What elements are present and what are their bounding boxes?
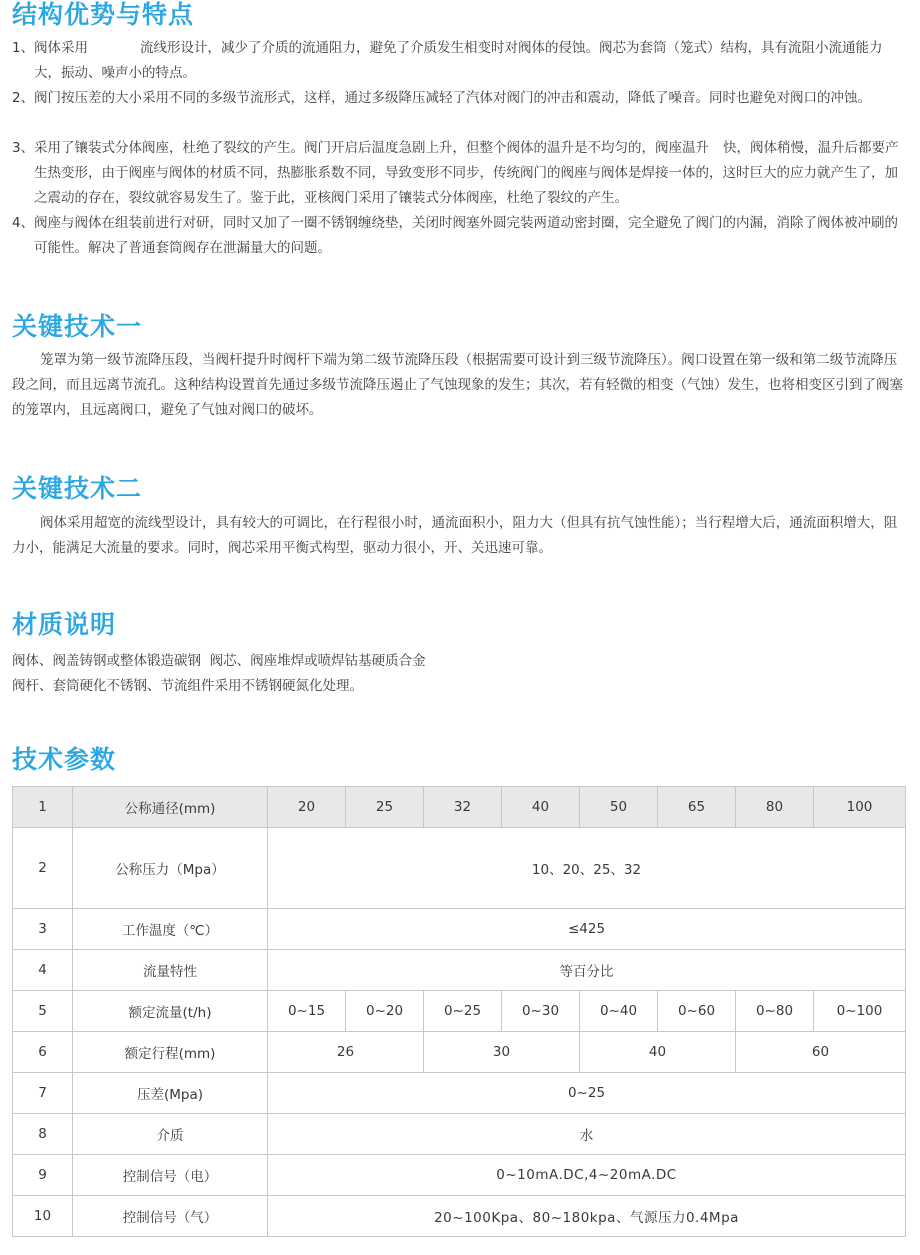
row-value: 等百分比 [268,950,906,991]
row-value: 水 [268,1114,906,1155]
section-title-key-tech-2: 关键技术二 [12,474,143,503]
flow-cell: 0~40 [580,991,658,1032]
table-header-row [13,787,906,828]
item-text-part-b: 快，阀体稍慢，温升后都要产生热变形，由于阀座与阀体的材质不同，热膨胀系数不同，导致变形不同步，传统阀门的阀座与阀体是焊接一体的，这时巨大的应力就产生了，加之震动的存在，裂纹就容易发生了。鉴于此，亚核阀门采用了镶装式分体阀座，杜绝了裂纹的产生。 [34,140,899,206]
row-index: 5 [13,991,73,1032]
size-cell: 100 [814,787,906,828]
size-cell: 32 [424,787,502,828]
flow-cell: 0~20 [346,991,424,1032]
row-label: 控制信号（电） [73,1155,268,1196]
section-title-tech-params: 技术参数 [12,745,117,774]
table-row [13,1155,906,1196]
flow-cell: 0~15 [268,991,346,1032]
material-line-1: 阀体、阀盖铸钢或整体锻造碳钢 阀芯、阀座堆焊或喷焊钴基硬质合金 [12,653,426,669]
row-label: 工作温度（℃） [73,909,268,950]
size-cell: 25 [346,787,424,828]
table-row [13,1196,906,1237]
material-line-2: 阀杆、套筒硬化不锈钢、节流组件采用不锈钢硬氮化处理。 [12,678,363,694]
table-row [13,950,906,991]
table-row [13,1073,906,1114]
row-label: 压差(Mpa) [73,1073,268,1114]
row-label: 额定行程(mm) [73,1032,268,1073]
row-index: 6 [13,1032,73,1073]
stroke-cell: 40 [580,1032,736,1073]
size-cell: 20 [268,787,346,828]
item-text-part-a: 阀体采用 [34,40,88,56]
size-cell: 80 [736,787,814,828]
structure-item-3 [12,136,905,211]
row-index: 2 [13,828,73,909]
spec-table [12,786,906,1237]
flow-cell: 0~30 [502,991,580,1032]
flow-cell: 0~80 [736,991,814,1032]
stroke-cell: 60 [736,1032,906,1073]
key-tech-1-paragraph: 笼罩为第一级节流降压段，当阀杆提升时阀杆下端为第二级节流降压段（根据需要可设计到三级节流降压）。阀口设置在第一级和第二级节流降压段之间，而且远离节流孔。这种结构设置首先通过多级节流降压遏止了气蚀现象的发生；其次，若有轻微的相变（气蚀）发生，也将相变区引到了阀塞的笼罩内，且远离阀口，避免了气蚀对阀口的破坏。 [12,352,903,418]
row-value: ≤425 [268,909,906,950]
row-label: 介质 [73,1114,268,1155]
size-cell: 40 [502,787,580,828]
item-text-part-b: 流线形设计，减少了介质的流通阻力，避免了介质发生相变时对阀体的侵蚀。阀芯为套筒（笼式）结构，具有流阻小流通能力大，振动、噪声小的特点。 [34,40,883,81]
stroke-cell: 26 [268,1032,424,1073]
size-cell: 50 [580,787,658,828]
table-row [13,1032,906,1073]
row-value: 10、20、25、32 [268,828,906,909]
key-tech-2-paragraph: 阀体采用超宽的流线型设计，具有较大的可调比，在行程很小时，通流面积小，阻力大（但具有抗气蚀性能）；当行程增大后，通流面积增大，阻力小，能满足大流量的要求。同时，阀芯采用平衡式构型，驱动力很小，开、关迅速可靠。 [12,515,898,556]
size-cell: 65 [658,787,736,828]
section-title-material: 材质说明 [12,610,117,639]
flow-cell: 0~60 [658,991,736,1032]
row-index: 9 [13,1155,73,1196]
flow-cell: 0~25 [424,991,502,1032]
list-number: 4、 [12,215,35,231]
list-number: 1、 [12,40,35,56]
row-index: 1 [13,787,73,828]
table-row [13,1114,906,1155]
row-index: 8 [13,1114,73,1155]
table-row [13,828,906,909]
row-label: 流量特性 [73,950,268,991]
row-value: 0~10mA.DC,4~20mA.DC [268,1155,906,1196]
item-text: 阀座与阀体在组装前进行对研，同时又加了一圈不锈钢缠绕垫，关闭时阀塞外圆完装两道动密封圈，完全避免了阀门的内漏，消除了阀体被冲刷的可能性。解决了普通套筒阀存在泄漏量大的问题。 [34,215,898,256]
structure-item-4 [12,211,905,261]
structure-item-1 [12,36,905,86]
row-index: 3 [13,909,73,950]
row-index: 7 [13,1073,73,1114]
structure-item-2 [12,86,905,111]
row-index: 4 [13,950,73,991]
row-value: 20~100Kpa、80~180kpa、气源压力0.4Mpa [268,1196,906,1237]
table-row [13,909,906,950]
section-title-key-tech-1: 关键技术一 [12,312,143,341]
section-title-structure: 结构优势与特点 [12,0,195,29]
item-text: 阀门按压差的大小采用不同的多级节流形式，这样，通过多级降压减轻了汽体对阀门的冲击和震动，降低了噪音。同时也避免对阀口的冲蚀。 [34,90,871,106]
row-label: 额定流量(t/h) [73,991,268,1032]
list-number: 3、 [12,140,35,156]
row-value: 0~25 [268,1073,906,1114]
row-index: 10 [13,1196,73,1237]
row-label: 公称通径(mm) [73,787,268,828]
row-label: 公称压力（Mpa） [73,828,268,909]
flow-cell: 0~100 [814,991,906,1032]
table-row [13,991,906,1032]
row-label: 控制信号（气） [73,1196,268,1237]
list-number: 2、 [12,90,35,106]
item-text-part-a: 采用了镶装式分体阀座，杜绝了裂纹的产生。阀门开启后温度急剧上升，但整个阀体的温升是不均匀的，阀座温升 [34,140,709,156]
stroke-cell: 30 [424,1032,580,1073]
